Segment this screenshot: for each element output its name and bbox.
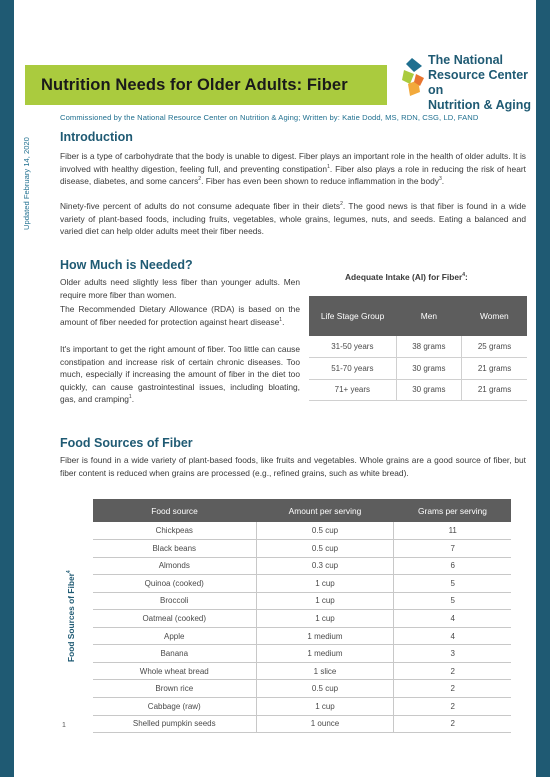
title-banner: [25, 65, 387, 105]
table-cell: Quinoa (cooked): [93, 575, 256, 593]
table-cell: Brown rice: [93, 680, 256, 698]
table-cell: 21 grams: [462, 358, 527, 380]
table-cell: 3: [394, 645, 511, 663]
table-header: Amount per serving: [256, 499, 394, 522]
table-header: Life Stage Group: [309, 296, 396, 336]
logo-mark-icon: [402, 56, 424, 100]
table-row: [93, 575, 511, 593]
right-accent-bar: [536, 0, 550, 777]
food-sources-side-label: Food Sources of Fiber$^4$: [66, 570, 76, 662]
table-cell: 1 cup: [256, 575, 394, 593]
how-much-paragraph-3: It's important to get the right amount of fiber. Too little can cause constipation and increase risk of certain chronic diseases. Too much, especially if increasing the amount of fiber in the diet too quickly, can cause gastrointestinal issues, including bloating, gas, and cramping$^1$.: [60, 344, 300, 405]
table-header: Men: [396, 296, 461, 336]
table-cell: 11: [394, 522, 511, 540]
table-row: [93, 540, 511, 558]
table-cell: 4: [394, 610, 511, 628]
intro-heading: Introduction: [60, 130, 133, 144]
table-cell: 0.5 cup: [256, 522, 394, 540]
table-row: [93, 610, 511, 628]
table-cell: Broccoli: [93, 592, 256, 610]
left-accent-bar: [0, 0, 14, 777]
table-cell: 30 grams: [396, 358, 461, 380]
commission-credit: Commissioned by the National Resource Center on Nutrition & Aging; Written by: Katie Dodd, MS, RDN, CSG, LD, FAND: [60, 113, 479, 122]
logo-line: Nutrition & Aging: [428, 98, 531, 112]
page-title: Nutrition Needs for Older Adults: Fiber: [41, 76, 348, 94]
table-cell: Almonds: [93, 557, 256, 575]
food-sources-paragraph: Fiber is found in a wide variety of plant-based foods, like fruits and vegetables. Whole grains are a good source of fiber, but fiber content is reduced when grains are processed (e.g., refined grains, such as white bread).: [60, 455, 526, 478]
table-cell: Cabbage (raw): [93, 697, 256, 715]
table-cell: 21 grams: [462, 379, 527, 401]
intro-paragraph-2: Ninety-five percent of adults do not consume adequate fiber in their diets$^2$. The good news is that fiber is found in a wide variety of plant-based foods, including fruits, vegetables, whole grains, legumes, nuts, and seeds. Eating a balanced and varied diet can help older adults meet their fiber needs.: [60, 201, 526, 237]
adequate-intake-table: [309, 296, 527, 401]
table-cell: 71+ years: [309, 379, 396, 401]
table-row: [93, 627, 511, 645]
table-row: [93, 522, 511, 540]
table-cell: 1 cup: [256, 610, 394, 628]
table-cell: 0.3 cup: [256, 557, 394, 575]
logo-text: [428, 53, 542, 113]
how-much-heading: How Much is Needed?: [60, 258, 193, 272]
ai-table-title: Adequate Intake (AI) for Fiber$^4$:: [345, 272, 468, 282]
table-row: [93, 697, 511, 715]
table-cell: Shelled pumpkin seeds: [93, 715, 256, 733]
table-cell: 2: [394, 662, 511, 680]
food-sources-heading: Food Sources of Fiber: [60, 436, 193, 450]
table-header: Women: [462, 296, 527, 336]
logo-line: Resource Center on: [428, 68, 529, 97]
nrcna-logo: [402, 53, 542, 112]
intro-paragraph-1: Fiber is a type of carbohydrate that the body is unable to digest. Fiber plays an important role in the health of older adults. It is involved with healthy digestion, feeling full, and preventing constipation$^1$. Fiber also plays a role in reducing the risk of heart disease, diabetes, and some cancers$^2$. Fiber has even been shown to reduce inflammation in the body$^3$.: [60, 151, 526, 187]
table-cell: 0.5 cup: [256, 680, 394, 698]
table-cell: 4: [394, 627, 511, 645]
table-row: [309, 379, 527, 401]
table-cell: 2: [394, 697, 511, 715]
logo-line: The National: [428, 53, 504, 67]
food-sources-table: [93, 499, 511, 733]
table-row: [93, 680, 511, 698]
table-cell: 5: [394, 592, 511, 610]
how-much-paragraph-1: Older adults need slightly less fiber than younger adults. Men require more fiber than women.: [60, 277, 300, 300]
table-cell: 1 cup: [256, 592, 394, 610]
table-row: [93, 662, 511, 680]
table-cell: 1 slice: [256, 662, 394, 680]
table-row: [93, 557, 511, 575]
table-cell: 1 ounce: [256, 715, 394, 733]
page-number: 1: [62, 722, 66, 729]
table-row: [93, 715, 511, 733]
table-cell: Whole wheat bread: [93, 662, 256, 680]
table-cell: 2: [394, 715, 511, 733]
table-row: [93, 645, 511, 663]
table-cell: 5: [394, 575, 511, 593]
table-row: [309, 336, 527, 358]
how-much-paragraph-2: The Recommended Dietary Allowance (RDA) is based on the amount of fiber needed for protection against heart disease$^1$.: [60, 304, 300, 327]
table-cell: 31-50 years: [309, 336, 396, 358]
table-cell: 7: [394, 540, 511, 558]
updated-date: Updated February 14, 2020: [22, 137, 31, 230]
table-cell: 1 cup: [256, 697, 394, 715]
table-cell: Oatmeal (cooked): [93, 610, 256, 628]
table-cell: Chickpeas: [93, 522, 256, 540]
table-cell: 1 medium: [256, 645, 394, 663]
table-row: [309, 358, 527, 380]
table-cell: Black beans: [93, 540, 256, 558]
table-cell: 30 grams: [396, 379, 461, 401]
table-cell: 38 grams: [396, 336, 461, 358]
table-row: [93, 592, 511, 610]
table-cell: 6: [394, 557, 511, 575]
table-cell: 1 medium: [256, 627, 394, 645]
table-cell: 51-70 years: [309, 358, 396, 380]
table-header: Grams per serving: [394, 499, 511, 522]
table-cell: 0.5 cup: [256, 540, 394, 558]
table-cell: 25 grams: [462, 336, 527, 358]
table-cell: 2: [394, 680, 511, 698]
table-header: Food source: [93, 499, 256, 522]
table-cell: Apple: [93, 627, 256, 645]
table-cell: Banana: [93, 645, 256, 663]
